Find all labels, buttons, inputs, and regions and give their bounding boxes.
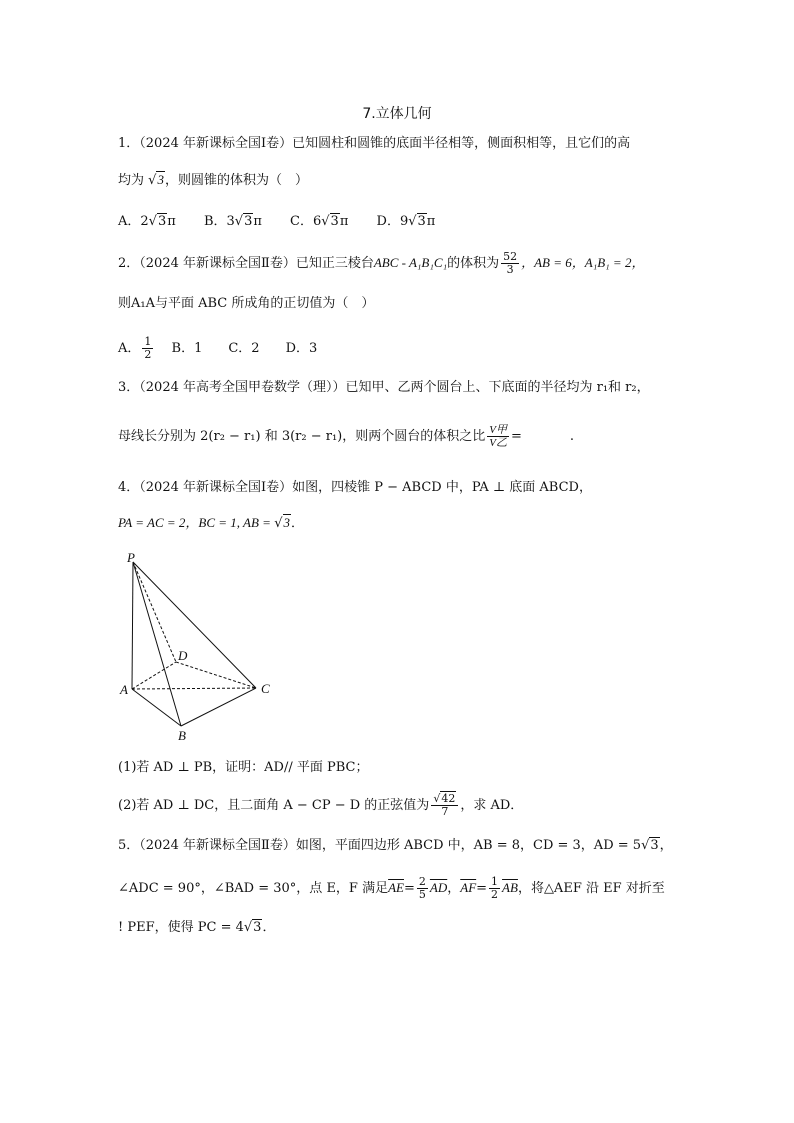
- q4-sqrt: 3: [283, 515, 290, 530]
- q3-ratio-fraction: [487, 424, 509, 449]
- page-title: 7.立体几何: [362, 106, 432, 122]
- q4-part2-text: (2)若 AD ⊥ DC，且二面角 A − CP − D 的正弦值为: [118, 798, 430, 813]
- q1-line1: 1．（2024 年新课标全国Ⅰ卷）已知圆柱和圆锥的底面半径相等，侧面积相等，且它们的高: [118, 136, 631, 151]
- q5-text-end: ，: [659, 838, 673, 853]
- q5-vector-af: $\overline{AF}$: [460, 880, 477, 895]
- q2-opt-a-num: 1: [144, 335, 152, 348]
- q4-sine-rad: 42: [441, 792, 456, 805]
- q2-vol-den: 3: [506, 263, 514, 276]
- q3-ratio-num: V甲: [489, 424, 507, 436]
- q1-option-c-tail: π: [339, 214, 349, 229]
- label-c: C: [261, 681, 270, 696]
- q5-af-fraction: [489, 876, 500, 901]
- q2-options: [118, 336, 317, 361]
- q1-text-post: ，则圆锥的体积为（ ）: [164, 173, 308, 188]
- q4-given: PA = AC = 2，BC = 1, AB =: [118, 515, 275, 530]
- q2-options-rest: B．1 C．2 D．3: [171, 341, 318, 356]
- q4-line1: 4．（2024 年新课标全国Ⅰ卷）如图，四棱锥 P − ABCD 中，PA ⊥ 底面 ABCD，: [118, 480, 592, 495]
- q1-option-c-label: C．6: [290, 214, 322, 229]
- label-b: B: [178, 728, 186, 743]
- q1-option-b-label: B．3: [203, 214, 235, 229]
- q3-ratio-den: V乙: [489, 437, 507, 449]
- q1-option-d-label: D．9: [376, 214, 409, 229]
- edge-ac-hidden: [132, 688, 256, 689]
- q5-vector-ad: $\overline{AD}$: [429, 880, 448, 895]
- q3-equals: =: [510, 429, 522, 444]
- q1-option-d-rad: 3: [417, 214, 426, 229]
- q5-ae-den: 5: [418, 888, 426, 901]
- q1-sqrt: 3: [157, 172, 164, 187]
- q4-sine-den: 7: [441, 805, 449, 818]
- q2-vol-num: 52: [503, 250, 518, 263]
- label-p: P: [127, 550, 135, 565]
- q4-part2: [118, 793, 523, 818]
- q1-option-d-tail: π: [426, 214, 436, 229]
- q5-af-num: 1: [491, 875, 499, 888]
- q5-vector-ae: $\overline{AE}$: [388, 880, 404, 895]
- q3-line1: 3．（2024 年高考全国甲卷数学（理））已知甲、乙两个圆台上、下底面的半径均为 r₁和 r₂，: [118, 380, 650, 395]
- q1-option-a-tail: π: [167, 214, 176, 229]
- q5-line3: ! PEF，使得 PC = 4√3．: [118, 920, 276, 935]
- q1-option-a-label: A．2: [118, 214, 149, 229]
- q4-part2-end: ，求 AD．: [460, 798, 524, 813]
- q5-line3-end: ．: [262, 920, 276, 935]
- q5-af-den: 2: [491, 888, 499, 901]
- q5-line2: ∠ADC = 90°，∠BAD = 30°，点 E，F 满足$\overline{AE}=$ $\frac{2}{5}$ $\overline{AD}$，$\overline{AF}=$ $\frac{1}{2}$ $\overline{AB}$，将△AEF 沿 EF 对折至: [118, 875, 665, 901]
- q4-sine-fraction: [431, 793, 458, 818]
- q5-sqrt: 3: [650, 838, 659, 853]
- q2-text: 2．（2024 年新课标全国Ⅱ卷）已知正三棱台: [118, 256, 374, 271]
- q2-opt-a-den: 2: [144, 348, 152, 361]
- q1-option-c: C．6√3π: [290, 214, 349, 229]
- q1-option-b-rad: 3: [244, 214, 253, 229]
- q5-conditions: ∠ADC = 90°，∠BAD = 30°，点 E，F 满足: [118, 881, 389, 896]
- q1-option-b: B．3√3π: [203, 214, 262, 229]
- q1-line2: 均为 √3，则圆锥的体积为（ ）: [118, 172, 308, 188]
- q3-text: 母线长分别为 2(r₂ − r₁) 和 3(r₂ − r₁)，则两个圆台的体积之比: [118, 429, 486, 444]
- q1-options: [118, 212, 459, 232]
- q2-line2: 则A₁A与平面 ABC 所成角的正切值为（ ）: [118, 296, 375, 311]
- q4-line2: PA = AC = 2，BC = 1, AB = √3．: [118, 515, 305, 531]
- q5-vector-ab: $\overline{AB}$: [502, 880, 518, 895]
- q2-lengths: ，AB = 6，A₁B₁ = 2，: [521, 255, 645, 270]
- edge-pa: [132, 562, 133, 689]
- q2-option-a-label: A．: [118, 341, 141, 356]
- q5-pc-sqrt: 3: [253, 920, 262, 935]
- q5-fold-text: ，将△AEF 沿 EF 对折至: [517, 881, 665, 896]
- q2-volume-fraction: [501, 251, 519, 276]
- q5-line3-text: ! PEF，使得 PC = 4: [118, 920, 244, 935]
- q1-text: 均为: [118, 173, 149, 188]
- q5-line1: 5．（2024 年新课标全国Ⅱ卷）如图，平面四边形 ABCD 中，AB = 8，CD = 3，AD = 5√3，: [118, 838, 673, 853]
- q4-part1: (1)若 AD ⊥ PB，证明：AD// 平面 PBC；: [118, 760, 369, 775]
- edge-pd-hidden: [133, 562, 176, 662]
- q3-line2: [118, 424, 574, 449]
- q4-given-end: ．: [291, 516, 305, 531]
- q1-option-a: A．2√3π: [118, 214, 176, 229]
- q5-text: 5．（2024 年新课标全国Ⅱ卷）如图，平面四边形 ABCD 中，AB = 8，CD = 3，AD = 5: [118, 838, 642, 853]
- q1-option-d: D．9√3π: [376, 214, 436, 229]
- q5-ae-fraction: [417, 876, 428, 901]
- pyramid-figure: [112, 548, 292, 744]
- label-d: D: [178, 648, 188, 663]
- edge-ab: [132, 689, 181, 726]
- q2-line1: [118, 251, 644, 276]
- q4-sine-num: √42: [431, 793, 458, 806]
- label-a: A: [120, 682, 128, 697]
- q1-option-b-tail: π: [253, 214, 262, 229]
- q3-end: .: [569, 429, 575, 444]
- edge-bc: [181, 688, 256, 726]
- q2-text-mid: 的体积为: [447, 256, 500, 271]
- q1-option-a-rad: 3: [157, 214, 167, 229]
- q1-option-c-rad: 3: [330, 214, 339, 229]
- q2-option-a-fraction: [142, 336, 153, 361]
- q5-ae-num: 2: [418, 875, 426, 888]
- q2-frustum: ABC - A₁B₁C₁: [373, 255, 448, 270]
